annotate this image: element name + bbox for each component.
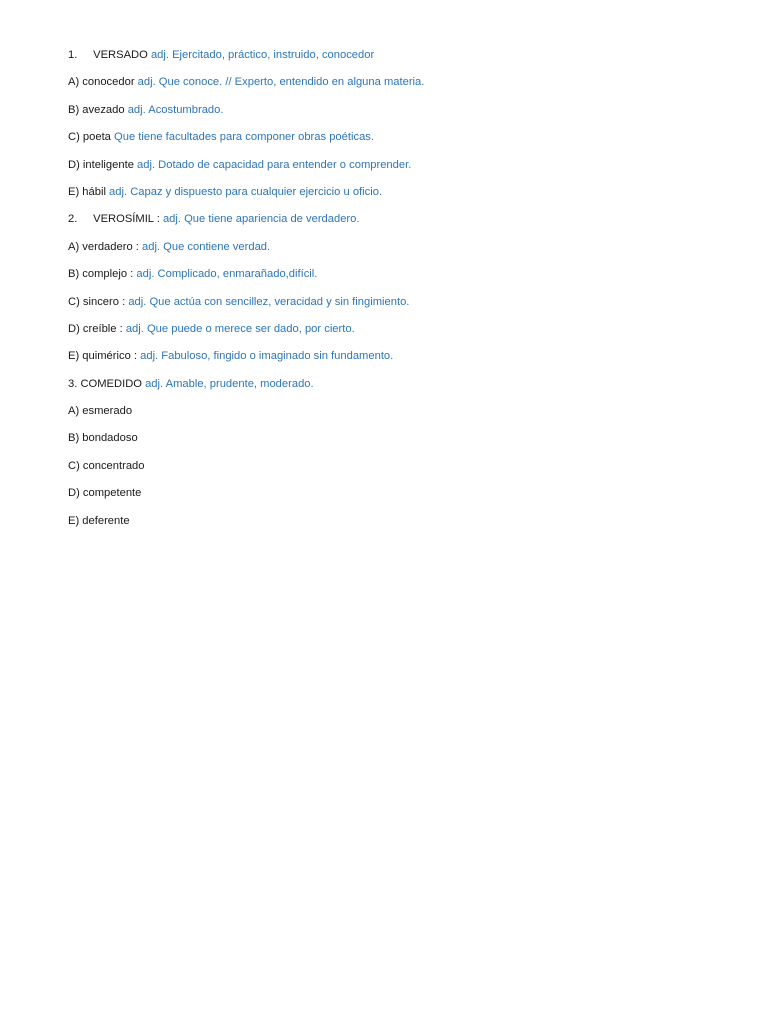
option-term: C) concentrado — [68, 459, 145, 472]
option-term: D) inteligente — [68, 158, 134, 171]
option-line — [68, 457, 728, 484]
question-number: 1. — [68, 49, 78, 61]
option-definition: adj. Acostumbrado. — [127, 103, 224, 116]
option-line — [68, 484, 728, 511]
option-term: C) poeta — [68, 131, 111, 144]
option-term: B) avezado — [68, 103, 125, 116]
option-line — [68, 101, 728, 128]
option-line — [68, 402, 728, 429]
option-definition: adj. Complicado, enmarañado,difícil. — [136, 268, 318, 281]
option-line — [68, 156, 728, 183]
option-definition: adj. Que contiene verdad. — [142, 240, 271, 253]
question-definition: adj. Ejercitado, práctico, instruido, conocedor — [150, 49, 375, 61]
option-definition: adj. Que actúa con sencillez, veracidad y sin fingimiento. — [128, 295, 410, 308]
option-definition: Que tiene facultades para componer obras poéticas. — [114, 131, 374, 144]
option-line — [68, 73, 728, 100]
question-3-heading — [68, 375, 728, 402]
question-term: VEROSÍMIL : — [93, 213, 160, 226]
question-definition: adj. Amable, prudente, moderado. — [145, 377, 314, 390]
question-1-heading — [68, 46, 728, 73]
option-definition: adj. Fabuloso, fingido o imaginado sin fundamento. — [140, 350, 394, 363]
option-line — [68, 320, 728, 347]
option-term: B) complejo : — [68, 268, 134, 281]
option-definition: adj. Que conoce. // Experto, entendido en alguna materia. — [137, 76, 425, 89]
option-line — [68, 293, 728, 320]
option-term: A) verdadero : — [68, 240, 139, 253]
option-term: A) esmerado — [68, 405, 133, 418]
document-body — [68, 46, 728, 539]
option-line — [68, 429, 728, 456]
question-2-heading — [68, 210, 728, 237]
option-term: E) deferente — [68, 514, 130, 527]
question-number: 2. — [68, 213, 78, 226]
option-term: E) hábil — [68, 185, 106, 198]
option-term: D) creíble : — [68, 322, 123, 335]
option-term: C) sincero : — [68, 295, 126, 308]
question-definition: adj. Que tiene apariencia de verdadero. — [162, 213, 360, 226]
option-definition: adj. Que puede o merece ser dado, por cierto. — [125, 322, 355, 335]
option-line — [68, 183, 728, 210]
question-term: VERSADO — [93, 49, 148, 61]
option-term: B) bondadoso — [68, 432, 138, 445]
option-definition: adj. Dotado de capacidad para entender o comprender. — [137, 158, 412, 171]
option-definition: adj. Capaz y dispuesto para cualquier ejercicio u oficio. — [109, 185, 383, 198]
option-term: D) competente — [68, 487, 142, 500]
option-term: E) quimérico : — [68, 350, 138, 363]
option-line — [68, 238, 728, 265]
option-line — [68, 512, 728, 539]
option-line — [68, 347, 728, 374]
option-line — [68, 128, 728, 155]
option-term: A) conocedor — [68, 76, 135, 89]
option-line — [68, 265, 728, 292]
question-term: 3. COMEDIDO — [68, 377, 146, 390]
